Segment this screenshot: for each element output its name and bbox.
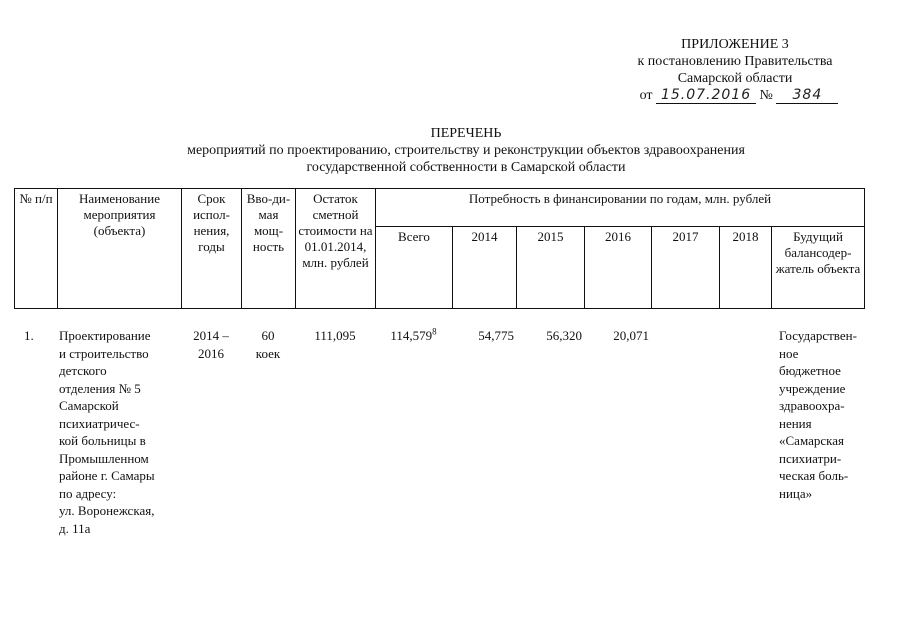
table-body [14, 327, 864, 537]
name-line: д. 11а [59, 520, 91, 536]
name-line: Промышленном [59, 450, 149, 466]
appendix-line-2: Самарской области [677, 71, 793, 86]
document-subtitle-1: мероприятий по проектированию, строительству и реконструкции объектов здравоохранения [187, 143, 745, 158]
cell-remainder: 111,095 [314, 328, 356, 343]
table-header [14, 188, 865, 309]
cell-name [57, 327, 181, 537]
capacity-line: 60 [261, 328, 275, 343]
table-row [14, 327, 864, 537]
name-line: отделения № 5 [59, 380, 141, 396]
cell-2018 [719, 327, 771, 537]
cell-capacity [241, 327, 295, 537]
holder-line: психиатри- [779, 450, 842, 466]
header-name: Наименование мероприятия (объекта) [58, 189, 182, 309]
order-line [568, 87, 905, 104]
term-line: 2014 – [193, 328, 229, 343]
appendix-line-1: к постановлению Правительства [637, 54, 833, 69]
cell-total [375, 327, 452, 537]
header-funding-group: Потребность в финансировании по годам, млн. рублей [376, 189, 865, 227]
header-2015: 2015 [517, 227, 585, 309]
cell-2014: 54,775 [478, 328, 514, 343]
total-value: 114,579 [390, 328, 433, 343]
date-prefix: от [639, 88, 653, 103]
header-future-holder: Будущий балансодер-жатель объекта [772, 227, 865, 309]
holder-line: нения [779, 415, 812, 431]
header-term: Срок испол-нения, годы [182, 189, 242, 309]
cell-2017 [651, 327, 719, 537]
header-2016: 2016 [585, 227, 652, 309]
appendix-block [560, 36, 905, 104]
document-title-block [100, 125, 832, 176]
cell-future-holder [771, 327, 864, 537]
total-footnote: 8 [432, 326, 437, 337]
number-prefix: № [759, 88, 773, 103]
header-capacity: Вво-ди-мая мощ-ность [242, 189, 296, 309]
name-line: и строительство [59, 345, 149, 361]
cell-num: 1. [24, 328, 34, 343]
capacity-line: коек [255, 345, 281, 361]
header-num: № п/п [15, 189, 58, 309]
holder-line: ница» [779, 485, 813, 501]
appendix-title: ПРИЛОЖЕНИЕ 3 [681, 37, 789, 52]
holder-line: учреждение [779, 380, 846, 396]
holder-line: ное бюджетное [779, 345, 841, 378]
holder-line: здравоохра- [779, 398, 845, 413]
name-line: Самарской [59, 398, 119, 413]
header-2014: 2014 [453, 227, 517, 309]
document-subtitle-2: государственной собственности в Самарской области [306, 160, 626, 175]
name-line: ул. Воронежская, [59, 503, 155, 518]
header-total: Всего [376, 227, 453, 309]
handwritten-date: 15.07.2016 [656, 87, 756, 104]
cell-2015: 56,320 [546, 328, 582, 343]
name-line: детского [59, 363, 107, 378]
header-remainder: Остаток сметной стоимости на 01.01.2014, млн. рублей [296, 189, 376, 309]
holder-line: ческая боль- [779, 468, 849, 483]
name-line: Проектирование [59, 328, 151, 343]
name-line: по адресу: [59, 485, 117, 501]
name-line: районе г. Самары [59, 468, 155, 483]
name-line: кой больницы в [59, 433, 146, 448]
holder-line: Государствен- [779, 328, 857, 343]
holder-line: «Самарская [779, 433, 844, 448]
header-2018: 2018 [720, 227, 772, 309]
term-line: 2016 [198, 345, 224, 361]
document-title: ПЕРЕЧЕНЬ [430, 126, 502, 141]
handwritten-number: 384 [776, 87, 838, 104]
cell-2016: 20,071 [613, 328, 649, 343]
header-2017: 2017 [652, 227, 720, 309]
name-line: психиатричес- [59, 415, 140, 431]
cell-term [181, 327, 241, 537]
